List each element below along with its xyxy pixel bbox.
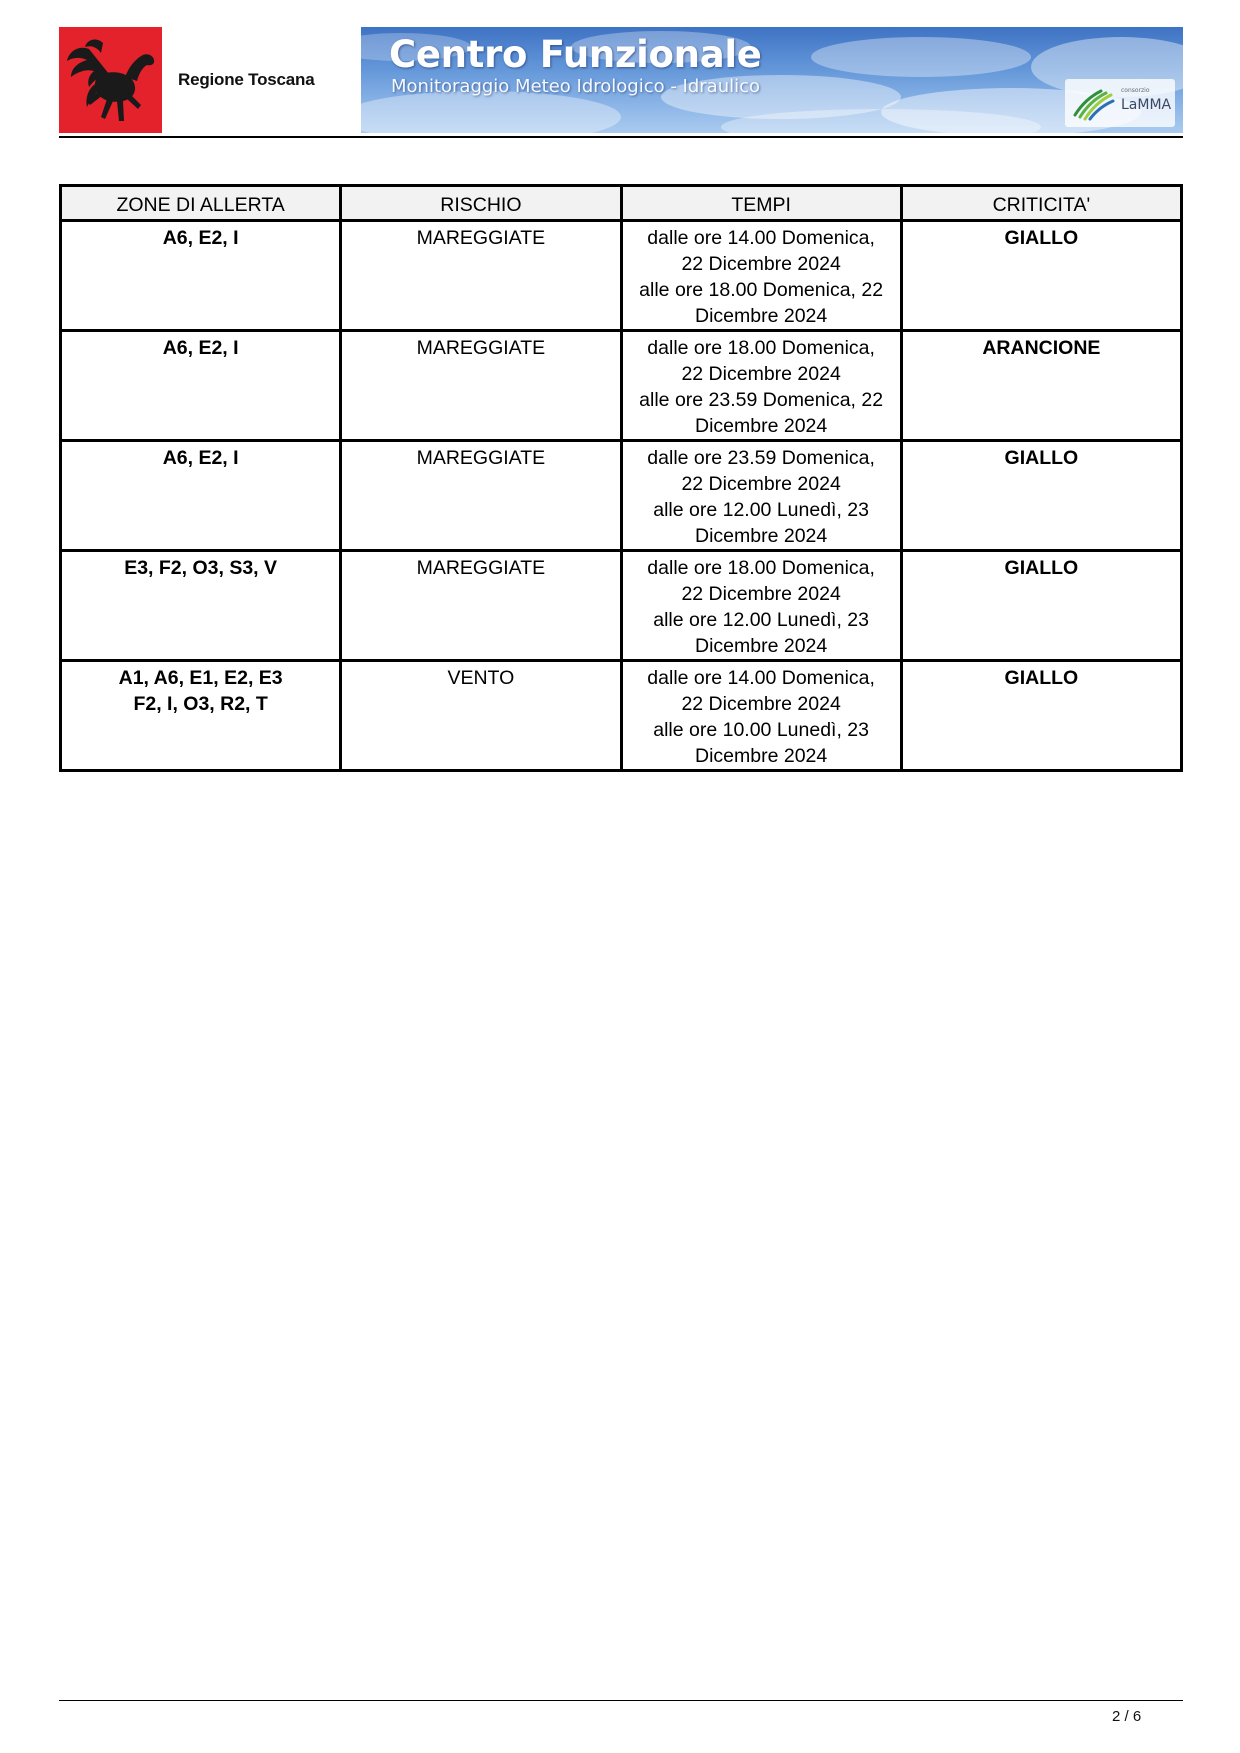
tempi-line: 22 Dicembre 2024: [681, 583, 841, 605]
criticita-cell: GIALLO: [901, 441, 1181, 551]
zone-cell: [61, 441, 341, 551]
pegasus-logo-icon: [59, 27, 162, 133]
rischio-cell: MAREGGIATE: [341, 441, 621, 551]
tempi-line: dalle ore 14.00 Domenica,: [647, 667, 875, 689]
header-rischio: RISCHIO: [341, 186, 621, 221]
zone-line: A1, A6, E1, E2, E3: [118, 667, 283, 689]
zone-cell: [61, 221, 341, 331]
zone-cell: [61, 551, 341, 661]
tempi-line: dalle ore 23.59 Domenica,: [647, 447, 875, 469]
lamma-consorzio-label: consorzio: [1121, 87, 1150, 94]
table-row: [61, 441, 1182, 551]
tempi-line: dalle ore 18.00 Domenica,: [647, 557, 875, 579]
tempi-line: 22 Dicembre 2024: [681, 363, 841, 385]
lamma-logo: [1065, 79, 1175, 127]
table-row: [61, 221, 1182, 331]
table-row: [61, 331, 1182, 441]
tempi-line: 22 Dicembre 2024: [681, 253, 841, 275]
tempi-line: Dicembre 2024: [695, 745, 828, 767]
banner-title: Centro Funzionale: [389, 33, 762, 76]
tempi-line: alle ore 12.00 Lunedì, 23: [653, 499, 869, 521]
header-zone: ZONE DI ALLERTA: [61, 186, 341, 221]
tempi-cell: [621, 661, 901, 771]
zone-cell: [61, 331, 341, 441]
tempi-line: dalle ore 18.00 Domenica,: [647, 337, 875, 359]
tempi-line: Dicembre 2024: [695, 415, 828, 437]
zone-line: F2, I, O3, R2, T: [133, 693, 268, 715]
table-row: [61, 661, 1182, 771]
tempi-line: Dicembre 2024: [695, 525, 828, 547]
table-header-row: [61, 186, 1182, 221]
tempi-line: alle ore 18.00 Domenica, 22: [639, 279, 884, 301]
tempi-line: alle ore 23.59 Domenica, 22: [639, 389, 884, 411]
tempi-cell: [621, 331, 901, 441]
tempi-line: Dicembre 2024: [695, 635, 828, 657]
criticita-cell: GIALLO: [901, 221, 1181, 331]
page-number: 2 / 6: [1112, 1708, 1142, 1725]
regione-toscana-logo: [59, 27, 162, 133]
rischio-cell: MAREGGIATE: [341, 331, 621, 441]
criticita-cell: GIALLO: [901, 551, 1181, 661]
header-criticita: CRITICITA': [901, 186, 1181, 221]
tempi-cell: [621, 441, 901, 551]
alert-table: [59, 184, 1183, 772]
tempi-line: dalle ore 14.00 Domenica,: [647, 227, 875, 249]
regione-name: Regione Toscana: [178, 70, 315, 89]
rischio-cell: VENTO: [341, 661, 621, 771]
footer-divider: [59, 1700, 1183, 1701]
criticita-cell: GIALLO: [901, 661, 1181, 771]
banner-subtitle: Monitoraggio Meteo Idrologico - Idraulico: [391, 76, 761, 97]
header-divider: [59, 136, 1183, 138]
rischio-cell: MAREGGIATE: [341, 551, 621, 661]
lamma-name: LaMMA: [1121, 97, 1172, 113]
tempi-cell: [621, 221, 901, 331]
centro-funzionale-banner: [361, 27, 1183, 133]
zone-line: A6, E2, I: [162, 447, 239, 469]
rischio-cell: MAREGGIATE: [341, 221, 621, 331]
tempi-line: 22 Dicembre 2024: [681, 693, 841, 715]
tempi-line: 22 Dicembre 2024: [681, 473, 841, 495]
zone-line: E3, F2, O3, S3, V: [124, 557, 278, 579]
criticita-cell: ARANCIONE: [901, 331, 1181, 441]
zone-cell: [61, 661, 341, 771]
header-tempi: TEMPI: [621, 186, 901, 221]
tempi-line: alle ore 10.00 Lunedì, 23: [653, 719, 869, 741]
tempi-cell: [621, 551, 901, 661]
lamma-stripes-icon: [1071, 85, 1115, 121]
tempi-line: alle ore 12.00 Lunedì, 23: [653, 609, 869, 631]
tempi-line: Dicembre 2024: [695, 305, 828, 327]
zone-line: A6, E2, I: [162, 337, 239, 359]
zone-line: A6, E2, I: [162, 227, 239, 249]
table-row: [61, 551, 1182, 661]
